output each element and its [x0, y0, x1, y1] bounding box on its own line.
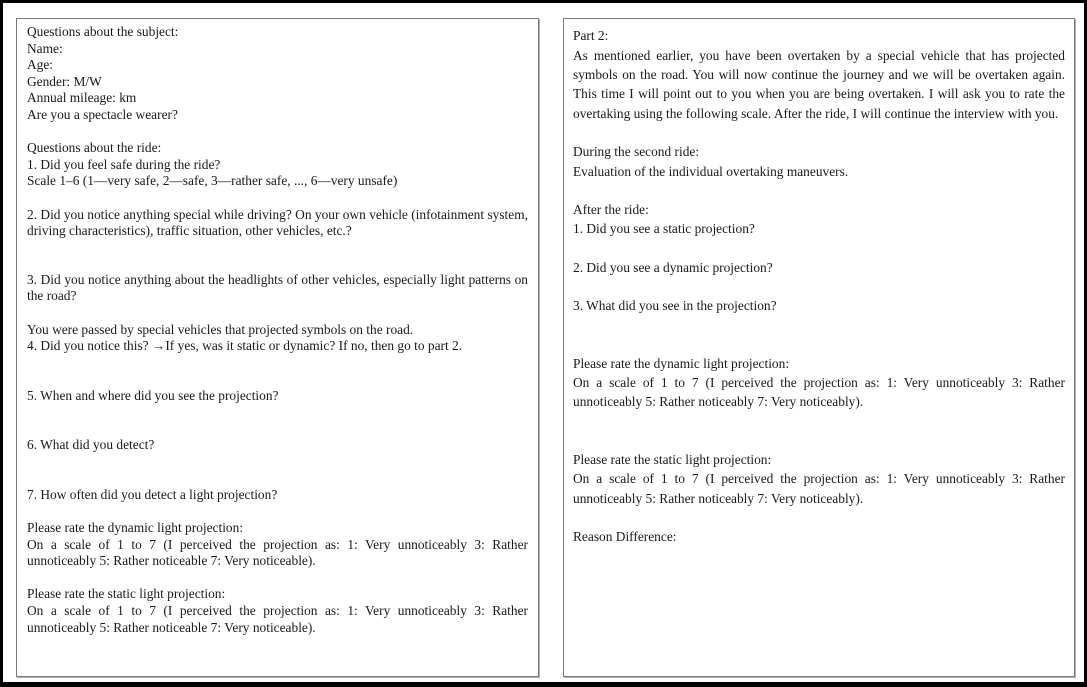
question-1: 1. Did you feel safe during the ride? — [27, 156, 221, 172]
dynamic-rating-heading: Please rate the dynamic light projection: — [27, 520, 244, 536]
field-gender: Gender: M/W — [27, 73, 102, 89]
reason-difference: Reason Difference: — [573, 529, 677, 545]
during-ride-text: Evaluation of the individual overtaking maneuvers. — [573, 163, 849, 179]
static-rating-scale: On a scale of 1 to 7 (I perceived the projection as: 1: Very unnoticeably 3: Rather unnoticeably 5: Rather noticeably 7: Very noticeably). — [573, 471, 1065, 506]
dynamic-rating-heading: Please rate the dynamic light projection: — [573, 355, 790, 371]
static-rating-scale: On a scale of 1 to 7 (I perceived the projection as: 1: Very unnoticeably 3: Rather unnoticeably 5: Rather noticeable 7: Very noticeable). — [27, 603, 528, 635]
question-5: 5. When and where did you see the projection? — [27, 387, 279, 403]
question-1-scale: Scale 1–6 (1—very safe, 2—safe, 3—rather safe, ..., 6—very unsafe) — [27, 173, 398, 189]
after-question-3: 3. What did you see in the projection? — [573, 298, 777, 314]
question-6: 6. What did you detect? — [27, 437, 155, 453]
after-ride-heading: After the ride: — [573, 202, 649, 218]
field-age: Age: — [27, 57, 54, 73]
question-4: 4. Did you notice this? →If yes, was it static or dynamic? If no, then go to part 2. — [27, 338, 463, 354]
passed-statement: You were passed by special vehicles that projected symbols on the road. — [27, 321, 414, 337]
after-question-1: 1. Did you see a static projection? — [573, 221, 755, 237]
questionnaire-part-1-panel — [16, 18, 539, 677]
question-2: 2. Did you notice anything special while driving? On your own vehicle (infotainment system, driving characteristics), traffic situation, other vehicles, etc.? — [27, 206, 528, 239]
ride-heading: Questions about the ride: — [27, 140, 162, 156]
field-name: Name: — [27, 40, 63, 56]
after-question-2: 2. Did you see a dynamic projection? — [573, 259, 773, 275]
dynamic-rating-scale: On a scale of 1 to 7 (I perceived the projection as: 1: Very unnoticeably 3: Rather unnoticeably 5: Rather noticeably 7: Very noticeably). — [573, 375, 1065, 410]
static-rating-heading: Please rate the static light projection: — [573, 451, 772, 467]
part-2-heading: Part 2: — [573, 28, 609, 43]
dynamic-rating-scale: On a scale of 1 to 7 (I perceived the projection as: 1: Very unnoticeably 3: Rather unnoticeably 5: Rather noticeable 7: Very noticeable). — [27, 536, 528, 569]
subject-heading: Questions about the subject: — [27, 24, 179, 39]
field-spectacle-wearer: Are you a spectacle wearer? — [27, 106, 178, 122]
question-7: 7. How often did you detect a light projection? — [27, 486, 278, 502]
question-3: 3. Did you notice anything about the headlights of other vehicles, especially light patterns on the road? — [27, 271, 528, 304]
part-2-intro: As mentioned earlier, you have been overtaken by a special vehicle that has projected symbols on the road. You will now continue the journey and we will be overtaken again. This time I will point out to you when you are being overtaken. I will ask you to rate the overtaking using the following scale. After the ride, I will continue the interview with you. — [573, 47, 1065, 121]
questionnaire-part-2-panel — [563, 18, 1075, 677]
field-annual-mileage: Annual mileage: km — [27, 90, 137, 106]
during-ride-heading: During the second ride: — [573, 144, 700, 160]
static-rating-heading: Please rate the static light projection: — [27, 586, 226, 602]
